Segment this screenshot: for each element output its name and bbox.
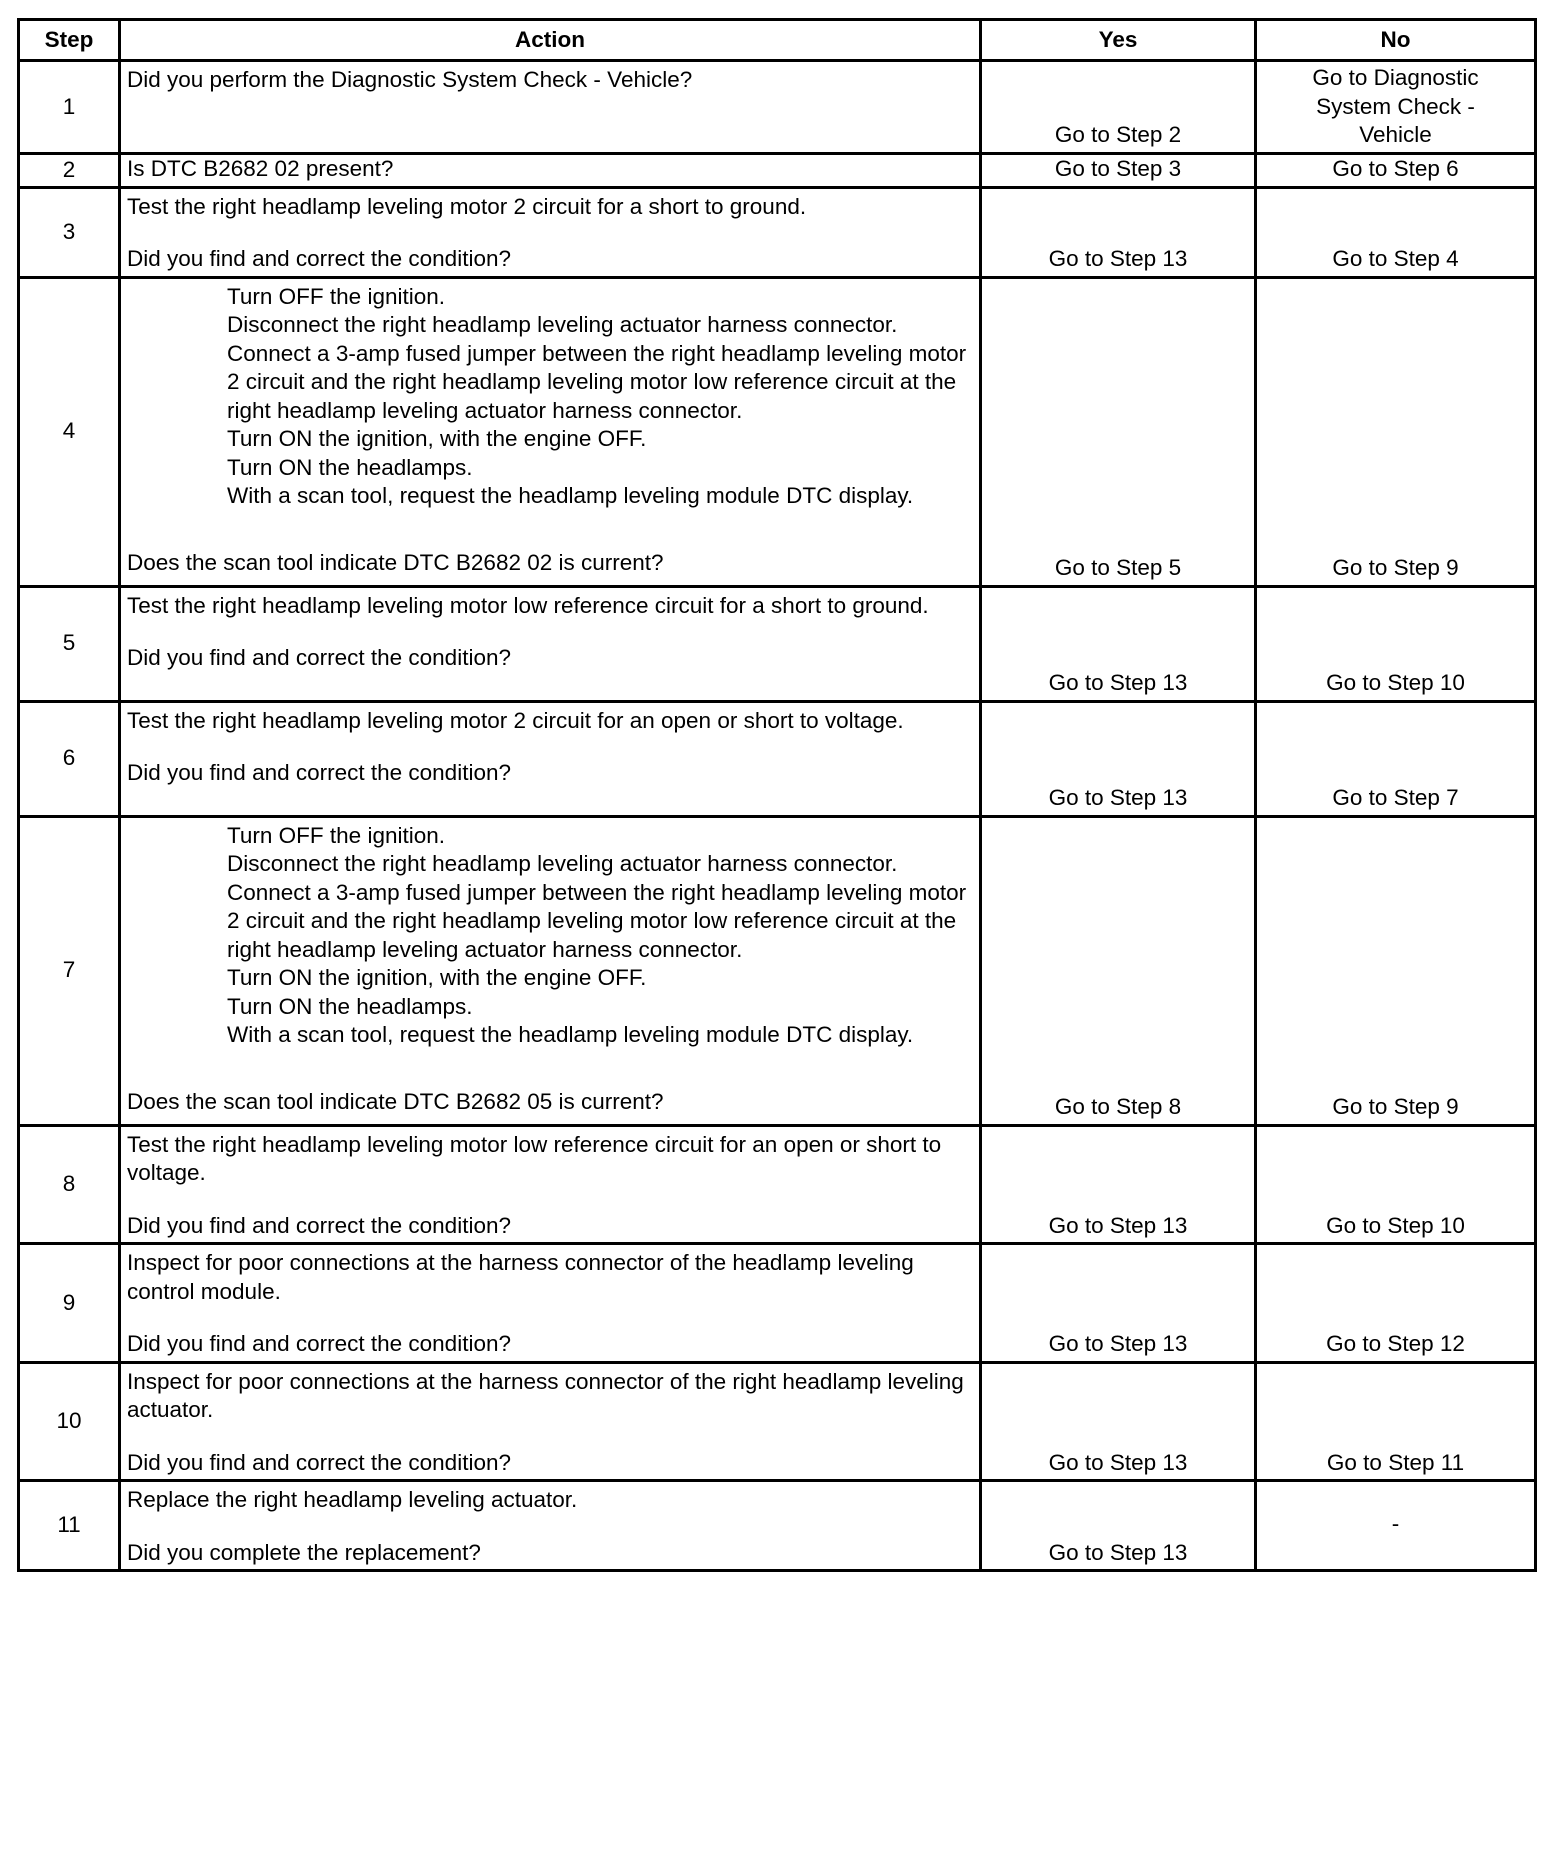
- table-row: [19, 816, 1536, 1125]
- action-question: Did you complete the replacement?: [127, 1539, 481, 1565]
- no-result: Go to Step 6: [1256, 153, 1536, 187]
- step-number: 6: [19, 701, 120, 816]
- action-question: Does the scan tool indicate DTC B2682 05 is current?: [127, 1088, 664, 1114]
- no-result: -: [1256, 1481, 1536, 1571]
- action-cell: [120, 277, 981, 586]
- header-action: Action: [120, 20, 981, 61]
- action-question: Did you find and correct the condition?: [127, 246, 511, 271]
- action-text: Inspect for poor connections at the harness connector of the headlamp leveling control module.: [127, 1250, 914, 1304]
- no-result: Go to Step 10: [1256, 586, 1536, 701]
- yes-result: Go to Step 13: [981, 586, 1256, 701]
- header-no: No: [1256, 20, 1536, 61]
- action-text: Test the right headlamp leveling motor 2 circuit for an open or short to voltage.: [127, 707, 904, 733]
- action-steps: [127, 283, 973, 511]
- action-text: Test the right headlamp leveling motor low reference circuit for a short to ground.: [127, 592, 929, 618]
- action-cell: [120, 1244, 981, 1363]
- step-number: 10: [19, 1362, 120, 1481]
- table-row: [19, 277, 1536, 586]
- action-question: Does the scan tool indicate DTC B2682 02 is current?: [127, 549, 664, 575]
- action-question: Did you find and correct the condition?: [127, 1331, 511, 1356]
- step-number: 1: [19, 61, 120, 154]
- list-item: With a scan tool, request the headlamp leveling module DTC display.: [227, 1022, 914, 1047]
- action-steps: [127, 822, 973, 1050]
- action-question: Did you find and correct the condition?: [127, 1449, 511, 1475]
- table-row: [19, 1125, 1536, 1244]
- action-text: Inspect for poor connections at the harness connector of the right headlamp leveling actuator.: [127, 1368, 964, 1422]
- step-number: 7: [19, 816, 120, 1125]
- action-question: Did you find and correct the condition?: [127, 645, 511, 670]
- no-result: Go to Diagnostic System Check - Vehicle: [1256, 61, 1536, 154]
- step-number: 2: [19, 153, 120, 187]
- header-row: [19, 20, 1536, 61]
- no-result: Go to Step 11: [1256, 1362, 1536, 1481]
- no-result: Go to Step 12: [1256, 1244, 1536, 1363]
- step-number: 9: [19, 1244, 120, 1363]
- no-result: Go to Step 9: [1256, 816, 1536, 1125]
- action-cell: [120, 816, 981, 1125]
- yes-result: Go to Step 5: [981, 277, 1256, 586]
- header-yes: Yes: [981, 20, 1256, 61]
- list-item: Disconnect the right headlamp leveling actuator harness connector.: [227, 851, 898, 876]
- yes-result: Go to Step 13: [981, 1125, 1256, 1244]
- action-text: Replace the right headlamp leveling actuator.: [127, 1487, 578, 1512]
- action-cell: [120, 187, 981, 277]
- list-item: Turn ON the headlamps.: [227, 454, 473, 480]
- action-question: Did you find and correct the condition?: [127, 1212, 511, 1238]
- action-text: Did you perform the Diagnostic System Check - Vehicle?: [120, 61, 981, 154]
- no-result: Go to Step 9: [1256, 277, 1536, 586]
- list-item: Turn ON the ignition, with the engine OFF.: [227, 965, 647, 990]
- table-row: [19, 1362, 1536, 1481]
- yes-result: Go to Step 3: [981, 153, 1256, 187]
- list-item: Turn OFF the ignition.: [227, 283, 446, 309]
- list-item: Disconnect the right headlamp leveling actuator harness connector.: [227, 312, 898, 337]
- table-row: [19, 701, 1536, 816]
- step-number: 8: [19, 1125, 120, 1244]
- yes-result: Go to Step 13: [981, 1244, 1256, 1363]
- no-result: Go to Step 7: [1256, 701, 1536, 816]
- action-text: Test the right headlamp leveling motor low reference circuit for an open or short to voltage.: [127, 1131, 942, 1185]
- step-number: 5: [19, 586, 120, 701]
- header-step: Step: [19, 20, 120, 61]
- action-text: Is DTC B2682 02 present?: [120, 153, 981, 187]
- action-cell: [120, 586, 981, 701]
- yes-result: Go to Step 13: [981, 701, 1256, 816]
- action-cell: [120, 1481, 981, 1571]
- list-item: With a scan tool, request the headlamp leveling module DTC display.: [227, 483, 914, 508]
- yes-result: Go to Step 2: [981, 61, 1256, 154]
- action-question: Did you find and correct the condition?: [127, 760, 511, 785]
- yes-result: Go to Step 8: [981, 816, 1256, 1125]
- yes-result: Go to Step 13: [981, 1362, 1256, 1481]
- step-number: 11: [19, 1481, 120, 1571]
- list-item: Connect a 3-amp fused jumper between the right headlamp leveling motor 2 circuit and the right headlamp leveling motor low reference circuit at the right headlamp leveling actuator harness connector.: [227, 340, 967, 423]
- table-row: [19, 61, 1536, 154]
- table-row: [19, 1244, 1536, 1363]
- table-row: [19, 1481, 1536, 1571]
- yes-result: Go to Step 13: [981, 187, 1256, 277]
- step-number: 4: [19, 277, 120, 586]
- no-result: Go to Step 4: [1256, 187, 1536, 277]
- table-row: [19, 187, 1536, 277]
- table-row: [19, 153, 1536, 187]
- list-item: Turn ON the headlamps.: [227, 993, 473, 1019]
- action-text: Test the right headlamp leveling motor 2 circuit for a short to ground.: [127, 193, 807, 219]
- table-row: [19, 586, 1536, 701]
- list-item: Turn OFF the ignition.: [227, 822, 446, 848]
- no-result: Go to Step 10: [1256, 1125, 1536, 1244]
- diagnostic-table: [17, 18, 1537, 1572]
- list-item: Turn ON the ignition, with the engine OFF.: [227, 426, 647, 451]
- action-cell: [120, 701, 981, 816]
- list-item: Connect a 3-amp fused jumper between the right headlamp leveling motor 2 circuit and the right headlamp leveling motor low reference circuit at the right headlamp leveling actuator harness connector.: [227, 879, 967, 962]
- action-cell: [120, 1362, 981, 1481]
- yes-result: Go to Step 13: [981, 1481, 1256, 1571]
- action-cell: [120, 1125, 981, 1244]
- step-number: 3: [19, 187, 120, 277]
